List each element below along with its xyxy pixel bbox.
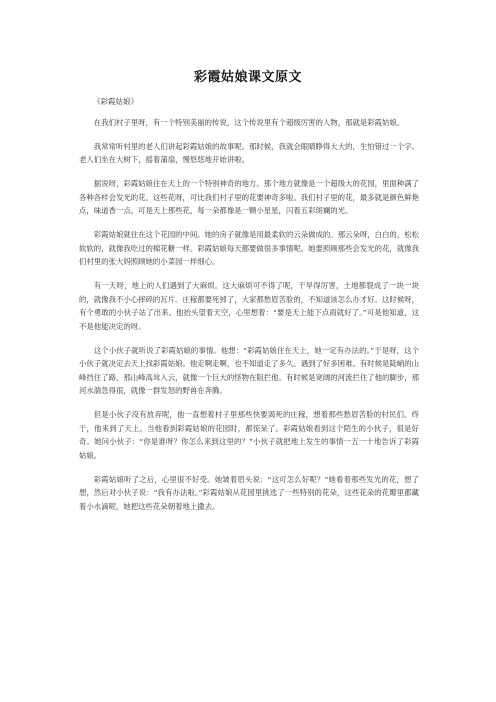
paragraph: 彩霞姑娘听了之后，心里很不好受。她皱着眉头说：“这可怎么好呢？”她看着那些发光的花，想了想，然后对小伙子说：“我有办法啦。”彩霞姑娘从花园里挑选了一些特别的花朵，这些花朵的花瓣里都藏着小水滴呢。她把这些花朵朝着地上撒去。 [79,474,419,511]
paragraph: 我常常听村里的老人们讲起彩霞姑娘的故事呢。那时候，我就会眼睛睁得大大的，生怕错过一个字。老人们坐在大树下，摇着蒲扇，慢悠悠地开始讲啦。 [79,141,419,165]
paragraph: 有一天呀，地上的人们遇到了大麻烦。这大麻烦可不得了呢，干旱得厉害，土地都裂成了一块一块的，就像我不小心摔碎的瓦片。庄稼都要死掉了，大家都愁眉苦脸的，不知道该怎么办才好。这时候呀，有个勇敢的小伙子站了出来。他抬头望着天空，心里想着：“要是天上能下点雨就好了。”可是他知道，这不是他能决定的呀。 [79,281,419,331]
paragraph: 据说呀，彩霞姑娘住在天上的一个特别神奇的地方。那个地方就像是一个超级大的花园，里面种满了各种各样会发光的花。这些花呀，可比我们村子里的花要神奇多啦。我们村子里的花，最多就是颜色鲜艳点，味道香一点。可是天上那些花，每一朵都像是一颗小星星，闪着五彩斑斓的光。 [79,179,419,216]
document-body [79,116,419,524]
paragraph: 在我们村子里呀，有一个特别美丽的传说，这个传说里有个超级厉害的人物，那就是彩霞姑娘。 [93,118,405,127]
paragraph: 彩霞姑娘就住在这个花园的中间。她的房子就像是用最柔软的云朵做成的。那云朵呀，白白的，松松软软的，就像我吃过的棉花糖一样。彩霞姑娘每天都要做很多事情呢。她要照顾那些会发光的花，就像我们村里的张大妈照顾她的小菜园一样细心。 [79,230,419,267]
document-subtitle: 《彩霞姑娘》 [93,97,138,106]
document-title: 彩霞姑娘课文原文 [193,70,302,85]
paragraph: 这个小伙子就听说了彩霞姑娘的事情。他想：“彩霞姑娘住在天上，她一定有办法的。”于是呀，这个小伙子就决定去天上找彩霞姑娘。他走啊走啊，也不知道走了多久。遇到了好多困难。有时候是陡峭的山峰挡住了路，那山峰高耸入云，就像一个巨大的怪物在阻拦他。有时候是宽阔的河流拦住了他的脚步，那河水湍急得很，就像一群发怒的野兽在奔腾。 [79,345,419,396]
paragraph: 但是小伙子没有放弃呢，他一直想着村子里那些快要渴死的庄稼，想着那些愁眉苦脸的村民们。终于，他来到了天上。当他看到彩霞姑娘的花园时，都惊呆了。彩霞姑娘看到这个陌生的小伙子，很是好奇。她问小伙子：“你是谁呀？你怎么来到这里的？”小伙子就把地上发生的事情一五一十地告诉了彩霞姑娘。 [79,410,419,460]
